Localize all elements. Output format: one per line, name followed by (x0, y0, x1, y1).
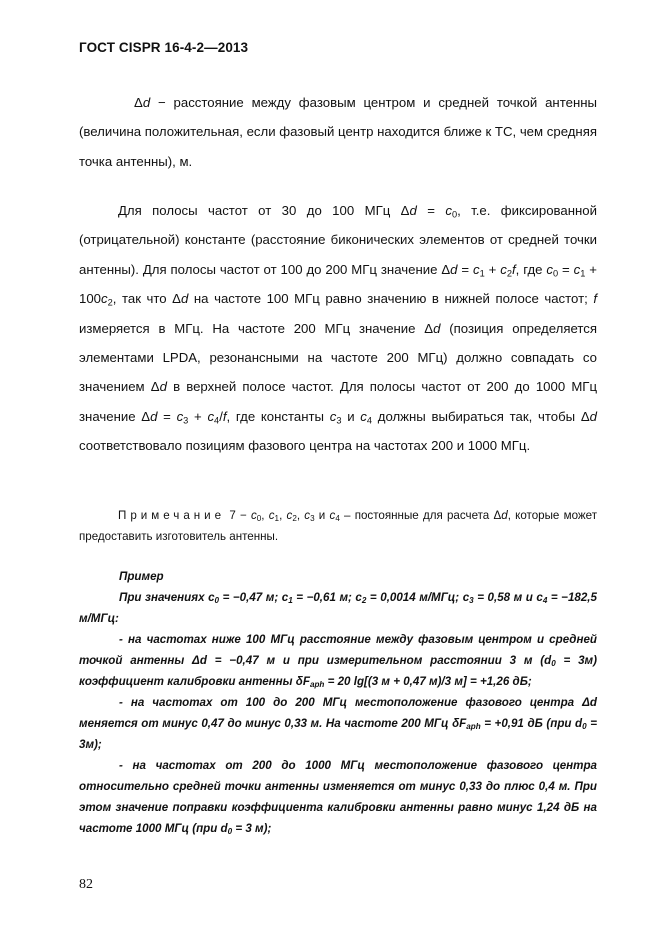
example-block (79, 566, 597, 839)
page-number: 82 (79, 877, 93, 892)
definition-text: − расстояние между фазовым центром и средней точкой антенны (величина положительная, если фазовый центр находится ближе к ТС, чем средняя точка антенны), м. (79, 95, 597, 169)
delta-d-definition (79, 88, 597, 176)
delta-d-term: Δd (134, 95, 151, 110)
document-header: ГОСТ CISPR 16-4-2—2013 (79, 40, 249, 55)
note-7: Примечание $7 - c_0$, $c_1$, $c_2$, $c_3$ и $c_4$ – постоянные для расчета Δd, которые может предоставить изготовитель антенны. (79, 509, 598, 543)
example-item-below-100: - на частотах ниже 100 МГц расстояние между фазовым центром и средней точкой антенны Δd = −0,47 м и при измерительном расстоянии 3 м $(d_0 = 3м)$ коэффициент калибровки антенны $\delta F_{aph} = 20$ lg[(3 м + 0,47 м)/3 м] = +1,26 дБ; (79, 633, 597, 690)
frequency-bands-paragraph: Для полосы частот от 30 до 100 МГц $\Delta d = c_0$, т.е. фиксированной (отрицательной) константе (расстояние биконических элементов от средней точки антенны). Для полосы частот от 100 до 200 МГц значение $\Delta d = c_1 + c_2f$, где $c_0 = c_1 + 100c_2$, так что Δd на частоте 100 МГц равно значению в нижней полосе частот; f измеряется в МГц. На частоте 200 МГц значение Δd (позиция определяется элементами LPDA, резонансными на частоте 200 МГц) должно совпадать со значением Δd в верхней полосе частот. Для полосы частот от 200 до 1000 МГц значение $\Delta d = c_3 + c_4/f$, где константы $c_3$ и $c_4$ должны выбираться так, чтобы Δd соответствовало позициям фазового центра на частотах 200 и 1000 МГц. (79, 203, 598, 454)
note-label: Примечание (118, 509, 226, 522)
example-item-200-1000: - на частотах от 200 до 1000 МГц местоположение фазового центра относительно средней точки антенны изменяется от минус 0,33 до плюс 0,4 м. При этом значение поправки коэффициента калибровки антенны равно минус 1,24 дБ на частоте 1000 МГц (при $d_0 = 3$ м); (79, 759, 597, 837)
example-heading: Пример (119, 570, 164, 583)
example-item-100-200: - на частотах от 100 до 200 МГц местоположение фазового центра Δd меняется от минус 0,47 до минус 0,33 м. На частоте 200 МГц $\delta F_{aph} = +0,91$ дБ (при $d_0 = 3м$); (79, 696, 597, 751)
example-intro: При значениях $c_0 = -0,47$ м; $c_1 = -0,61$ м; $c_2 = 0,0014$ м/МГц; $c_3 = 0,58$ м и $c_4 = -182,5$ м/МГц: (79, 591, 597, 625)
